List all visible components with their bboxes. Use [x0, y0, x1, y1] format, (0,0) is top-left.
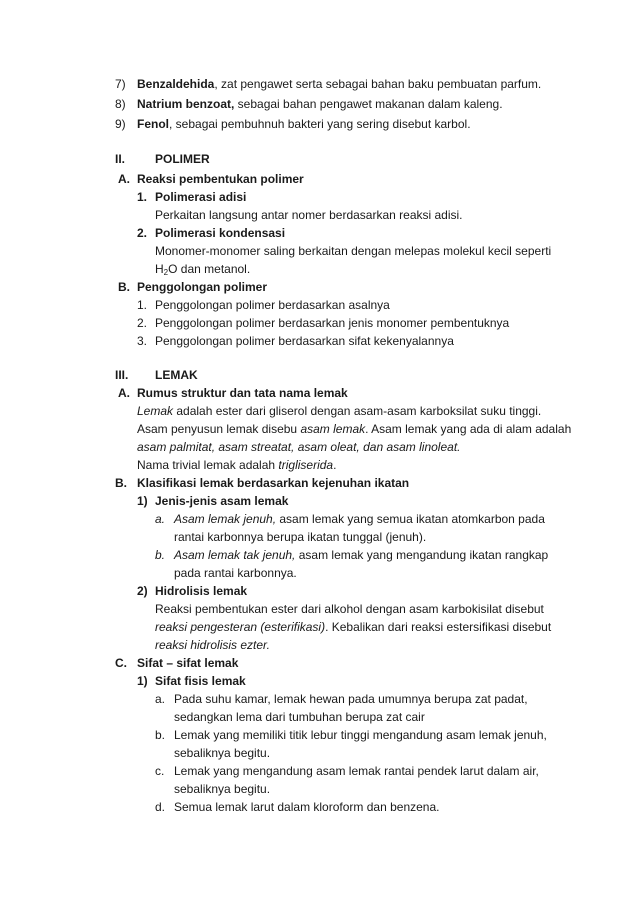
- section-title: POLIMER: [155, 152, 210, 166]
- section-number: II.: [115, 152, 126, 166]
- term-description: , sebagai pembuhnuh bakteri yang sering disebut karbol.: [169, 117, 471, 131]
- subsection-title: Sifat – sifat lemak: [137, 656, 239, 670]
- subsection-label: C.: [115, 656, 127, 670]
- subsection-title: Penggolongan polimer: [137, 280, 268, 294]
- subsection-title: Reaksi pembentukan polimer: [137, 172, 304, 186]
- list-number: 9): [115, 117, 126, 131]
- subsection-label: A.: [118, 386, 130, 400]
- term: Benzaldehida: [137, 77, 215, 91]
- item-title: Polimerasi adisi: [155, 190, 247, 204]
- item-title: Polimerasi kondensasi: [155, 226, 286, 240]
- list-number: 2.: [137, 226, 148, 240]
- section-title: LEMAK: [155, 368, 198, 382]
- subsection-title: Rumus struktur dan tata nama lemak: [137, 386, 348, 400]
- list-number: 8): [115, 97, 126, 111]
- document-page: 7) Benzaldehida, zat pengawet serta sebagai bahan baku pembuatan parfum. 8) Natrium benzoat, sebagai bahan pengawet makanan dalam kaleng. 9) Fenol, sebagai pembuhnuh bakteri yang sering disebut karbol. II. POLIMER A. Reaksi pembentukan polimer 1. Polimerasi adisi Perkaitan langsung antar nomer berdasarkan reaksi adisi. 2. Polimerasi kondensasi Monomer-monomer saling berkaitan dengan melepas molekul kecil seperti $H_2O$ dan metanol. B. Penggolongan polimer 1. Penggolongan polimer berdasarkan asalnya 2. Penggolongan polimer berdasarkan jenis monomer pembentuknya 3. Penggolongan polimer berdasarkan sifat kekenyalannya III. LEMAK A. Rumus struktur dan tata nama lemak Lemak adalah ester dari gliserol dengan asam-asam karboksilat suku tinggi. Asam penyusun lemak disebu asam lemak. Asam lemak yang ada di alam adalah asam palmitat, asam streatat, asam oleat, dan asam linoleat. Nama trivial lemak adalah trigliserida. B. Klasifikasi lemak berdasarkan kejenuhan ikatan 1) Jenis-jenis asam lemak a. Asam lemak jenuh, asam lemak yang semua ikatan atomkarbon pada rantai karbonnya berupa ikatan tunggal (jenuh). b. Asam lemak tak jenuh, asam lemak yang mengandung ikatan rangkap pada rantai karbonnya. 2) Hidrolisis lemak Reaksi pembentukan ester dari alkohol dengan asam karbokisilat disebut reaksi pengesteran (esterifikasi). Kebalikan dari reaksi estersifikasi disebut reaksi hidrolisis ezter. C. Sifat – sifat lemak 1) Sifat fisis lemak a. Pada suhu kamar, lemak hewan pada umumnya berupa zat padat, sedangkan lema dari tumbuhan berupa zat cair b. Lemak yang memiliki titik lebur tinggi mengandung asam lemak jenuh, sebaliknya begitu. c. Lemak yang mengandung asam lemak rantai pendek larut dalam air, sebaliknya begitu. d. Semua lemak larut dalam kloroform dan benzena.: [115, 77, 572, 814]
- section-number: III.: [115, 368, 129, 382]
- list-number: 7): [115, 77, 126, 91]
- subsection-label: B.: [118, 280, 130, 294]
- term-description: sebagai bahan pengawet makanan dalam kaleng.: [234, 97, 503, 111]
- term-description: , zat pengawet serta sebagai bahan baku pembuatan parfum.: [214, 77, 542, 91]
- subsection-title: Klasifikasi lemak berdasarkan kejenuhan ikatan: [137, 476, 410, 490]
- term: Fenol: [137, 117, 169, 131]
- subsection-label: B.: [115, 476, 127, 490]
- term: Natrium benzoat,: [137, 97, 235, 111]
- subsection-label: A.: [118, 172, 130, 186]
- list-number: 1.: [137, 190, 148, 204]
